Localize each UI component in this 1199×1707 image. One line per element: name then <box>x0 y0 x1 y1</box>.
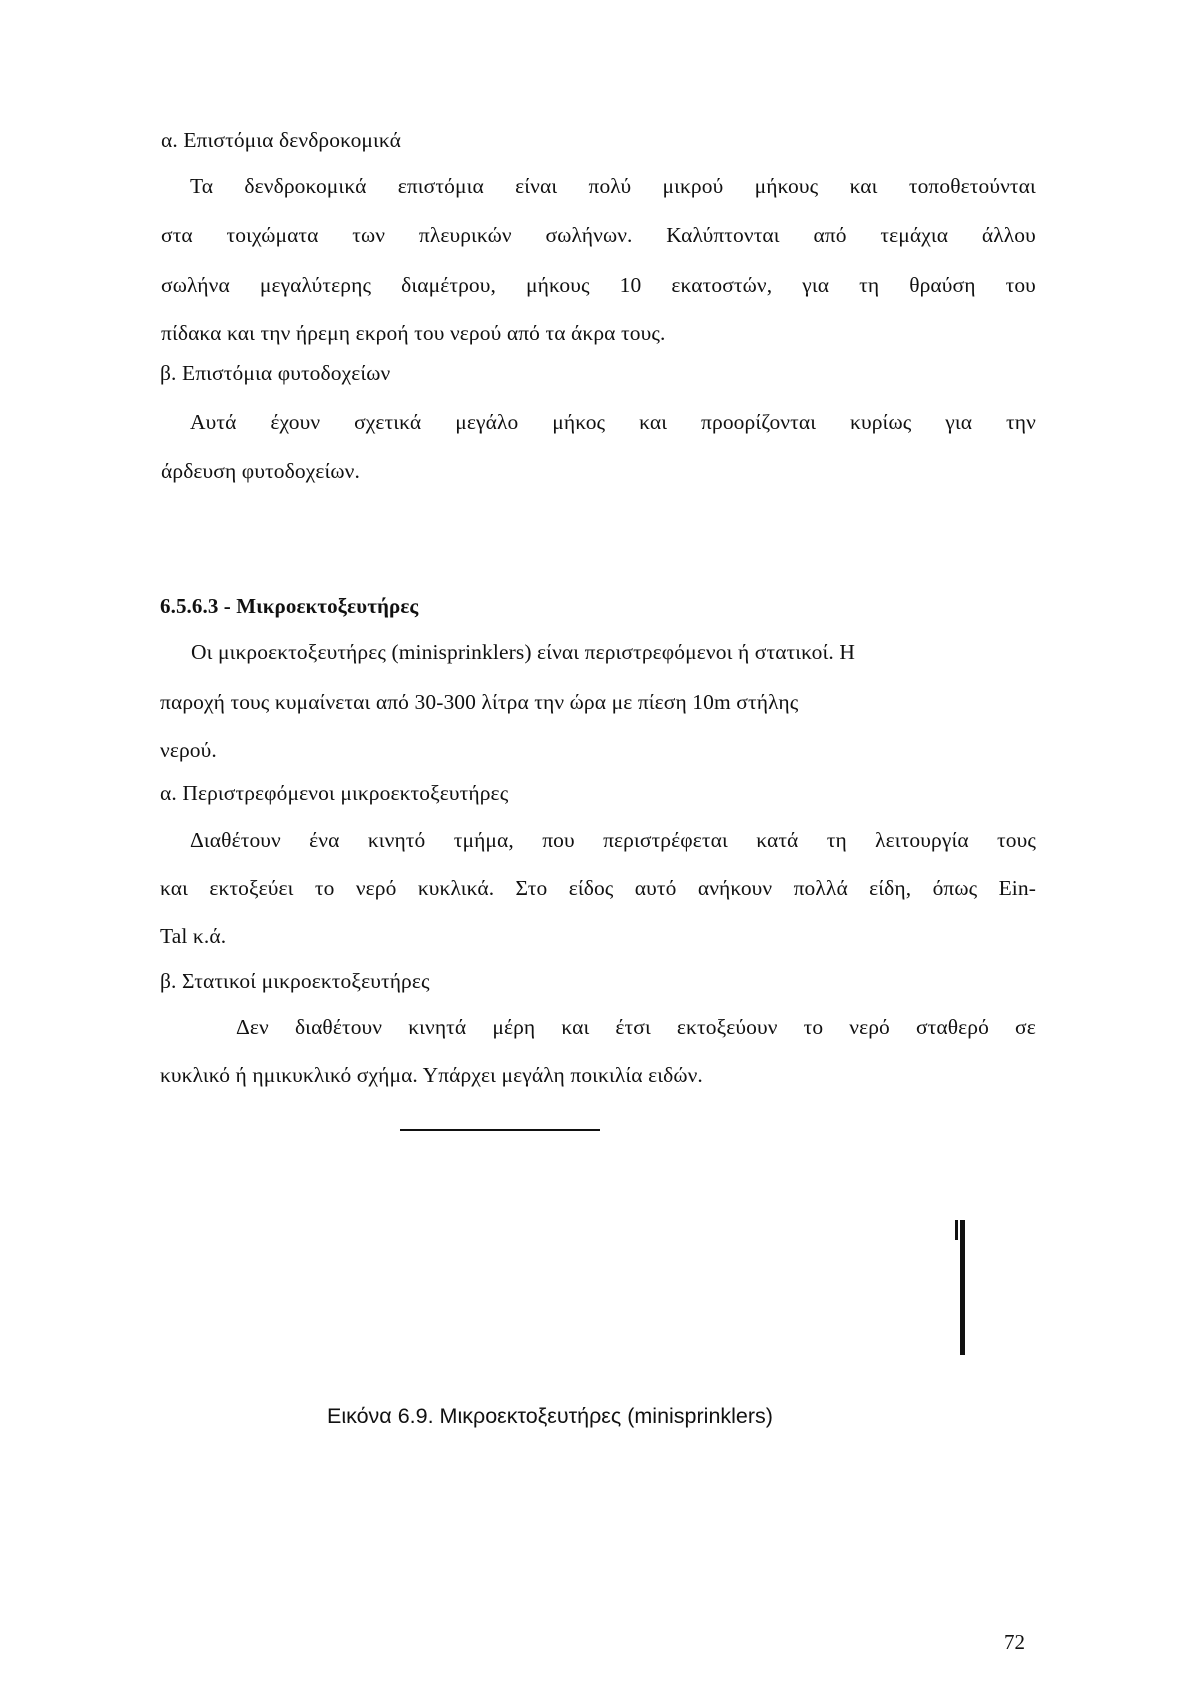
word: άλλου <box>981 223 1036 247</box>
word: του <box>1005 273 1036 297</box>
paragraph-line <box>160 878 1036 900</box>
paragraph-line: νερού. <box>160 738 217 762</box>
word: διαθέτουν <box>294 1015 383 1039</box>
word: εκατοστών, <box>671 273 773 297</box>
word: μεγαλύτερης <box>259 273 372 297</box>
word: μήκους <box>754 174 819 198</box>
word: και <box>561 1015 590 1039</box>
word: την <box>1006 410 1036 434</box>
paragraph-line <box>161 275 1036 297</box>
word: των <box>352 223 386 247</box>
word: είδη, <box>869 876 912 900</box>
paragraph-line: κυκλικό ή ημικυκλικό σχήμα. Υπάρχει μεγάλη ποικιλία ειδών. <box>160 1063 703 1087</box>
word: είναι <box>515 174 558 198</box>
paragraph-line <box>236 1017 1036 1039</box>
separator-rule <box>400 1129 600 1131</box>
paragraph-line: πίδακα και την ήρεμη εκροή του νερού από τα άκρα τους. <box>161 321 666 345</box>
word: πολύ <box>588 174 632 198</box>
word: τη <box>859 273 880 297</box>
word: όπως <box>932 876 978 900</box>
word: το <box>803 1015 824 1039</box>
word: ανήκουν <box>697 876 773 900</box>
section-heading-statikoi: β. Στατικοί μικροεκτοξευτήρες <box>160 969 430 993</box>
word: προορίζονται <box>701 410 817 434</box>
word: έτσι <box>615 1015 651 1039</box>
section-heading-dendrokomika: α. Επιστόμια δενδροκομικά <box>161 128 402 152</box>
paragraph-line <box>190 830 1036 852</box>
word: σωλήνα <box>161 273 230 297</box>
word: μήκος <box>552 410 606 434</box>
word: τη <box>826 828 847 852</box>
figure-placeholder-mark <box>960 1220 965 1355</box>
word: Τα <box>190 174 214 198</box>
paragraph-line: παροχή τους κυμαίνεται από 30-300 λίτρα την ώρα με πίεση 10m στήλης <box>160 690 799 714</box>
word: κινητό <box>367 828 426 852</box>
word: Καλύπτονται <box>666 223 780 247</box>
word: έχουν <box>270 410 321 434</box>
word: εκτοξεύει <box>209 876 294 900</box>
word: περιστρέφεται <box>603 828 728 852</box>
word: δενδροκομικά <box>244 174 367 198</box>
word: αυτό <box>634 876 677 900</box>
word: εκτοξεύουν <box>676 1015 778 1039</box>
word: τεμάχια <box>880 223 949 247</box>
paragraph-line <box>161 225 1036 247</box>
section-heading-mikroektoxeutires: 6.5.6.3 - Μικροεκτοξευτήρες <box>160 594 419 618</box>
section-heading-fytodoxeia: β. Επιστόμια φυτοδοχείων <box>160 361 391 385</box>
word: Αυτά <box>190 410 237 434</box>
word: τοποθετούνται <box>908 174 1036 198</box>
word: θραύση <box>909 273 976 297</box>
word: πλευρικών <box>418 223 512 247</box>
figure-caption: Εικόνα 6.9. Μικροεκτοξευτήρες (minisprinklers) <box>327 1404 773 1428</box>
word: για <box>802 273 830 297</box>
word: κυκλικά. <box>417 876 495 900</box>
paragraph-line: άρδευση φυτοδοχείων. <box>161 459 360 483</box>
word: για <box>945 410 973 434</box>
word: ένα <box>309 828 340 852</box>
word: Στο <box>515 876 548 900</box>
word: κυρίως <box>850 410 912 434</box>
figure-placeholder-mark <box>955 1220 958 1240</box>
word: στα <box>161 223 193 247</box>
word: μικρού <box>662 174 724 198</box>
word: σχετικά <box>354 410 422 434</box>
paragraph-line <box>190 412 1036 434</box>
word: πολλά <box>793 876 848 900</box>
word: και <box>639 410 668 434</box>
paragraph-line: Οι μικροεκτοξευτήρες (minisprinklers) είναι περιστρεφόμενοι ή στατικοί. Η <box>191 640 855 664</box>
word: σε <box>1015 1015 1036 1039</box>
word: τμήμα, <box>453 828 514 852</box>
word: λειτουργία <box>875 828 969 852</box>
word: κατά <box>756 828 799 852</box>
word: διαμέτρου, <box>401 273 496 297</box>
word: είδος <box>568 876 614 900</box>
word: σωλήνων. <box>545 223 633 247</box>
paragraph-line <box>190 176 1036 198</box>
word: μεγάλο <box>455 410 519 434</box>
word: Διαθέτουν <box>190 828 281 852</box>
word: και <box>160 876 188 900</box>
word: σταθερό <box>915 1015 989 1039</box>
word: το <box>314 876 335 900</box>
word: Δεν <box>236 1015 269 1039</box>
word: και <box>849 174 878 198</box>
paragraph-line: Tal κ.ά. <box>160 924 227 948</box>
word: τους <box>997 828 1036 852</box>
word: τοιχώματα <box>226 223 319 247</box>
word: που <box>542 828 575 852</box>
word: νερό <box>355 876 397 900</box>
word: από <box>813 223 847 247</box>
word: κινητά <box>408 1015 467 1039</box>
word: 10 <box>619 273 642 297</box>
word: μήκους <box>526 273 590 297</box>
word: Ein- <box>998 876 1036 900</box>
page-number: 72 <box>1004 1630 1025 1654</box>
word: επιστόμια <box>397 174 484 198</box>
word: νερό <box>849 1015 890 1039</box>
section-heading-peristrefomenoi: α. Περιστρεφόμενοι μικροεκτοξευτήρες <box>160 781 509 805</box>
word: μέρη <box>492 1015 536 1039</box>
